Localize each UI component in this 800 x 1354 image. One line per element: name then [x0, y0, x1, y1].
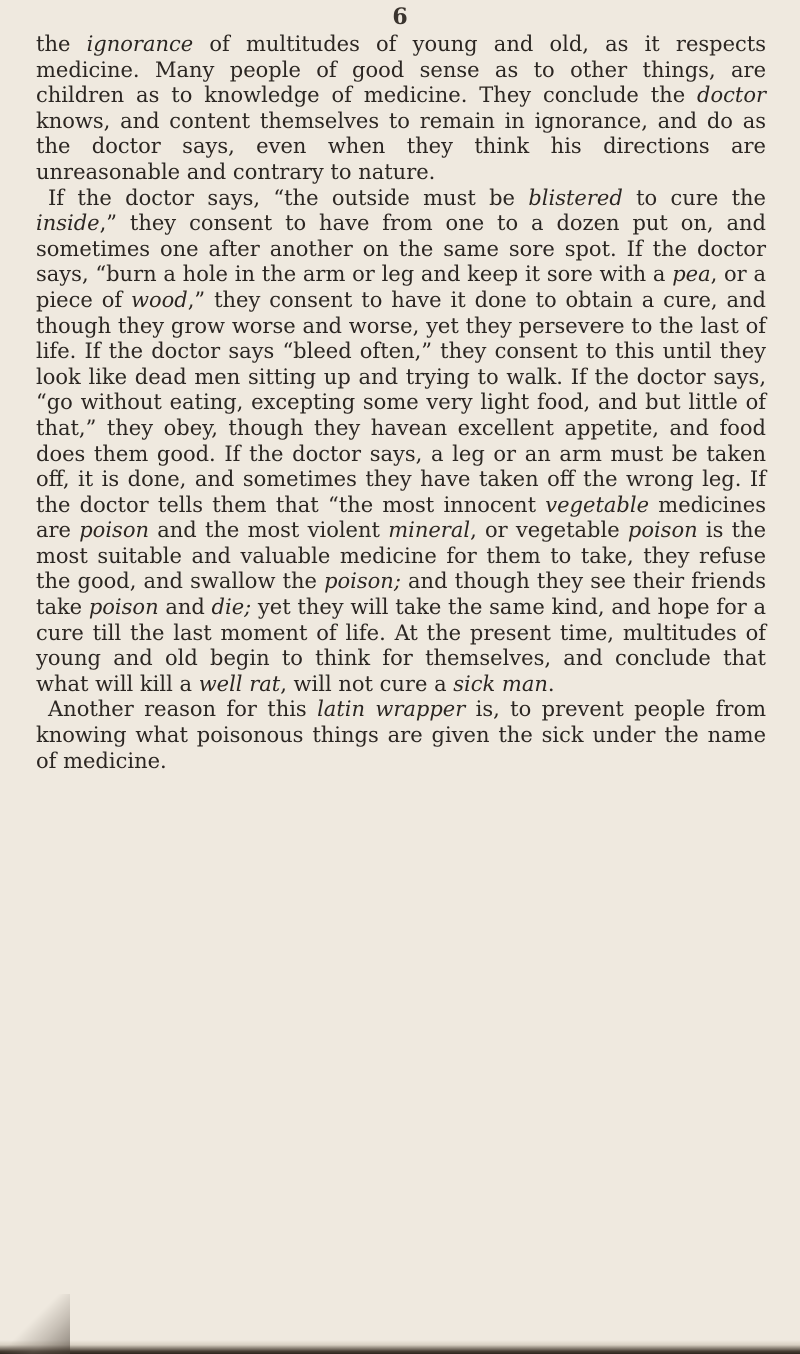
italic-text: vegetable — [545, 492, 650, 517]
text-run: , or vegetable — [470, 518, 628, 543]
body-text — [36, 32, 766, 774]
text-run: is the most suitable and valuable medicine for them to take, they refuse the good, and swallow the — [36, 518, 766, 594]
text-run: is, to prevent people from knowing what poisonous things are given the sick under the name of medicine. — [36, 697, 766, 773]
text-run: medicines are — [36, 492, 766, 543]
italic-text: die; — [211, 595, 252, 620]
paragraph-3 — [36, 697, 766, 774]
italic-text: sick man — [453, 671, 548, 696]
text-run: ,” they consent to have from one to a dozen put on, and sometimes one after another on the same sore spot. If the doctor says, “burn a hole in the arm or leg and keep it sore with a — [36, 211, 766, 287]
paragraph-1 — [36, 32, 766, 186]
italic-text: ignorance — [86, 32, 194, 56]
italic-text: pea — [672, 262, 711, 287]
italic-text: latin wrapper — [317, 697, 466, 722]
italic-text: doctor — [697, 83, 766, 108]
italic-text: mineral — [388, 518, 471, 543]
italic-text: well rat — [198, 671, 281, 696]
text-run: Another reason for this — [48, 697, 318, 722]
paragraph-2 — [36, 186, 766, 698]
page-bottom-edge — [0, 1340, 800, 1354]
text-run: If the doctor says, “the outside must be — [48, 185, 529, 210]
text-run: of multitudes of young and old, as it respects medicine. Many people of good sense as to other things, are children as to knowledge of medicine. They conclude the — [36, 32, 766, 108]
page-number: 6 — [392, 4, 408, 30]
italic-text: wood — [131, 287, 188, 312]
text-run: . — [547, 671, 555, 696]
text-run: the — [36, 32, 87, 56]
text-run: , will not cure a — [280, 671, 454, 696]
text-run: yet they will take the same kind, and hope for a cure till the last moment of life. At the present time, multitudes of young and old begin to think for themselves, and conclude that what will kill a — [36, 595, 766, 696]
italic-text: inside — [36, 211, 100, 236]
text-run: knows, and content themselves to remain in ignorance, and do as the doctor says, even when they think his directions are unreasonable and contrary to nature. — [36, 108, 766, 184]
italic-text: poison — [627, 518, 698, 543]
italic-text: blistered — [528, 185, 623, 210]
italic-text: poison — [88, 595, 159, 620]
page-corner-smudge — [0, 1294, 70, 1354]
text-run: and though they see their friends take — [36, 569, 766, 620]
text-run: to cure the — [622, 185, 766, 210]
text-run: and — [158, 595, 212, 620]
text-run: , or a piece of — [36, 262, 766, 312]
text-run: ,” they consent to have it done to obtain a cure, and though they grow worse and worse, yet they persevere to the last of life. If the doctor says “bleed often,” they consent to this until they look like dead men sitting up and trying to walk. If the doctor says, “go without eating, excepting some very light food, and but little of that,” they obey, though they havean excellent appetite, and food does them good. If the doctor says, a leg or an arm must be taken off, it is done, and sometimes they have taken off the wrong leg. If the doctor tells them that “the most innocent — [36, 287, 767, 517]
italic-text: poison; — [324, 569, 401, 594]
text-run: and the most violent — [148, 518, 389, 543]
italic-text: poison — [79, 518, 149, 543]
